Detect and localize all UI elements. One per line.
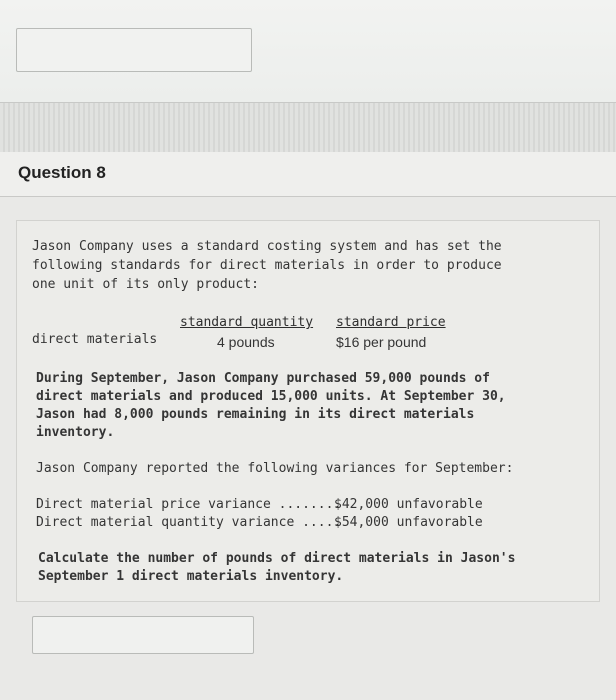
details-line-2: direct materials and produced 15,000 units. At September 30, — [36, 389, 506, 404]
standards-row-label: direct materials — [32, 332, 158, 347]
intro-line-1: Jason Company uses a standard costing system and has set the — [32, 239, 502, 254]
quantity-variance-value: $54,000 unfavorable — [334, 515, 483, 530]
intro-line-2: following standards for direct materials in order to produce — [32, 258, 502, 273]
intro-line-3: one unit of its only product: — [32, 277, 259, 292]
question-header — [0, 152, 616, 197]
standard-price-header: standard price — [336, 315, 446, 330]
price-variance-label: Direct material price variance ........ — [36, 497, 342, 512]
details-line-1: During September, Jason Company purchased 59,000 pounds of — [36, 371, 490, 386]
details-line-3: Jason had 8,000 pounds remaining in its direct materials — [36, 407, 475, 422]
previous-answer-input[interactable] — [16, 28, 252, 72]
separator-band — [0, 102, 616, 154]
standard-quantity-header: standard quantity — [180, 315, 314, 330]
standard-quantity-value: 4 pounds — [217, 334, 275, 350]
standard-price-value: $16 per pound — [336, 334, 427, 350]
price-variance-value: $42,000 unfavorable — [334, 497, 483, 512]
quantity-variance-label: Direct material quantity variance ..... — [36, 515, 342, 530]
question-title: Question 8 — [18, 163, 106, 182]
variances-intro: Jason Company reported the following variances for September: — [36, 461, 514, 476]
details-line-4: inventory. — [36, 425, 115, 440]
prompt-line-1: Calculate the number of pounds of direct materials in Jason's — [38, 551, 516, 566]
answer-input[interactable] — [32, 616, 254, 654]
prompt-line-2: September 1 direct materials inventory. — [38, 569, 344, 584]
